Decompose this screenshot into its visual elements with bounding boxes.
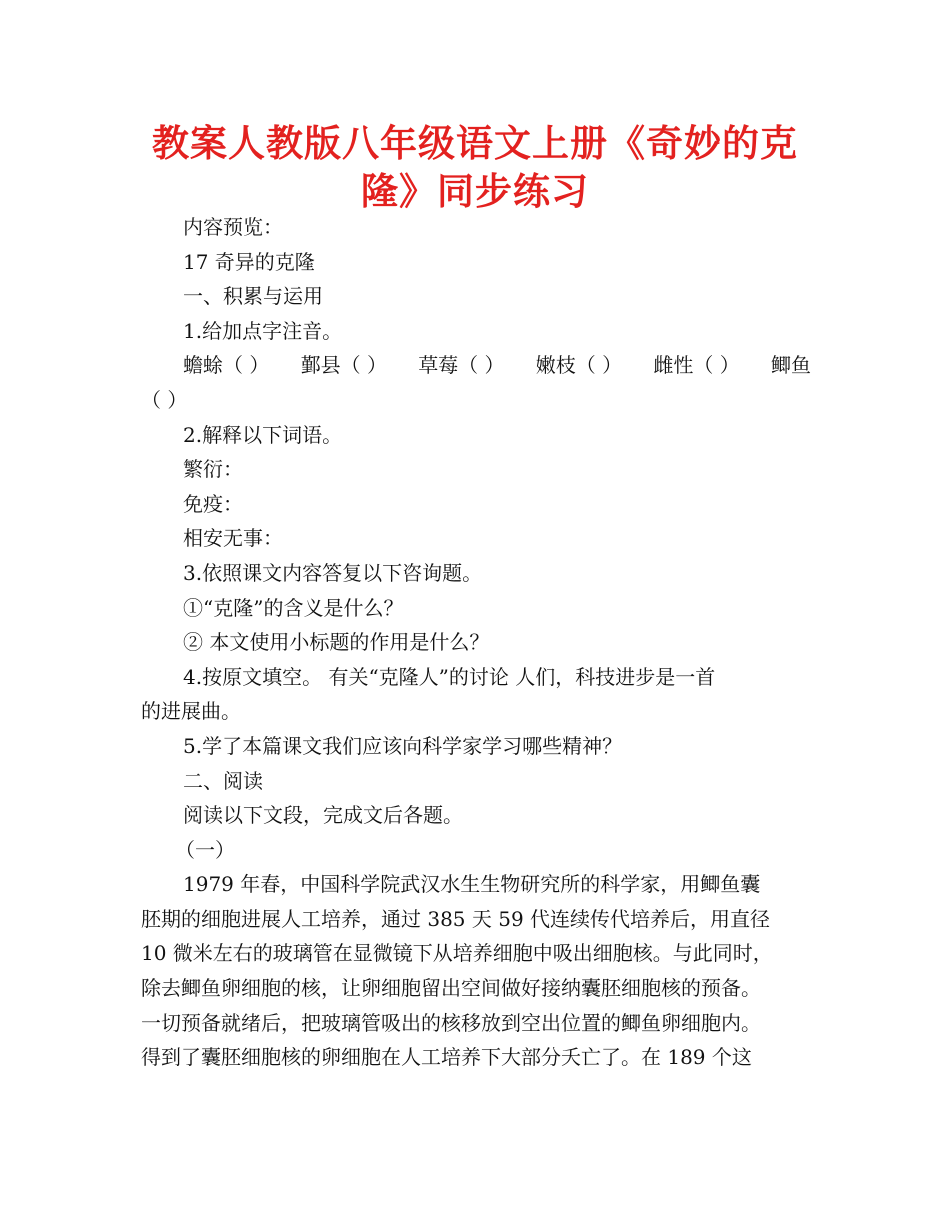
passage-line: 除去鲫鱼卵细胞的核，让卵细胞留出空间做好接纳囊胚细胞核的预备。	[141, 976, 761, 1001]
question-5: 5.学了本篇课文我们应该向科学家学习哪些精神？	[183, 733, 623, 758]
word-item: 相安无事：	[183, 526, 283, 551]
title-line-2: 隆》同步练习	[361, 170, 589, 213]
question-1: 1.给加点字注音。	[183, 318, 343, 343]
passage-line: 1979 年春，中国科学院武汉水生生物研究所的科学家，用鲫鱼囊	[183, 872, 761, 897]
passage-line: 得到了囊胚细胞核的卵细胞在人工培养下大部分夭亡了。在 189 个这	[141, 1045, 752, 1070]
pinyin-item: 鄞县（ ）	[300, 353, 387, 378]
pinyin-item-tail: （ ）	[141, 387, 188, 412]
document-body	[141, 210, 811, 1075]
passage-line: 10 微米左右的玻璃管在显微镜下从培养细胞中吸出细胞核。与此同时，	[141, 941, 773, 966]
question-2: 2.解释以下词语。	[183, 422, 343, 447]
pinyin-item: 雌性（ ）	[653, 353, 740, 378]
reading-instructions: 阅读以下文段，完成文后各题。	[183, 803, 463, 828]
word-item: 繁衍：	[183, 457, 243, 482]
word-item: 免疫：	[183, 491, 243, 516]
question-3-part-b: ② 本文使用小标题的作用是什么？	[183, 630, 490, 655]
title-line-1: 教案人教版八年级语文上册《奇妙的克	[152, 122, 798, 165]
question-3: 3.依照课文内容答复以下咨询题。	[183, 560, 483, 585]
passage-line: 一切预备就绪后，把玻璃管吸出的核移放到空出位置的鲫鱼卵细胞内。	[141, 1010, 761, 1035]
section-heading-2: 二、阅读	[183, 768, 263, 793]
question-4-continued: 的进展曲。	[141, 699, 241, 724]
pinyin-item: 草莓（ ）	[418, 353, 505, 378]
pinyin-item: 鲫鱼	[770, 353, 811, 378]
question-3-part-a: ①“克隆”的含义是什么？	[183, 595, 404, 620]
preview-label: 内容预览：	[183, 215, 283, 239]
pinyin-item: 嫩枝（ ）	[535, 353, 623, 378]
section-heading-1: 一、积累与运用	[183, 284, 323, 309]
passage-line: 胚期的细胞进展人工培养，通过 385 天 59 代连续传代培养后，用直径	[141, 906, 771, 931]
passage-number: （一）	[175, 837, 235, 862]
document-title	[140, 120, 810, 216]
lesson-heading: 17 奇异的克隆	[183, 249, 315, 274]
question-4: 4.按原文填空。 有关“克隆人”的讨论 人们，科技进步是一首	[183, 664, 716, 689]
pinyin-item: 蟾蜍（ ）	[183, 353, 270, 378]
pinyin-items-row	[141, 348, 811, 383]
